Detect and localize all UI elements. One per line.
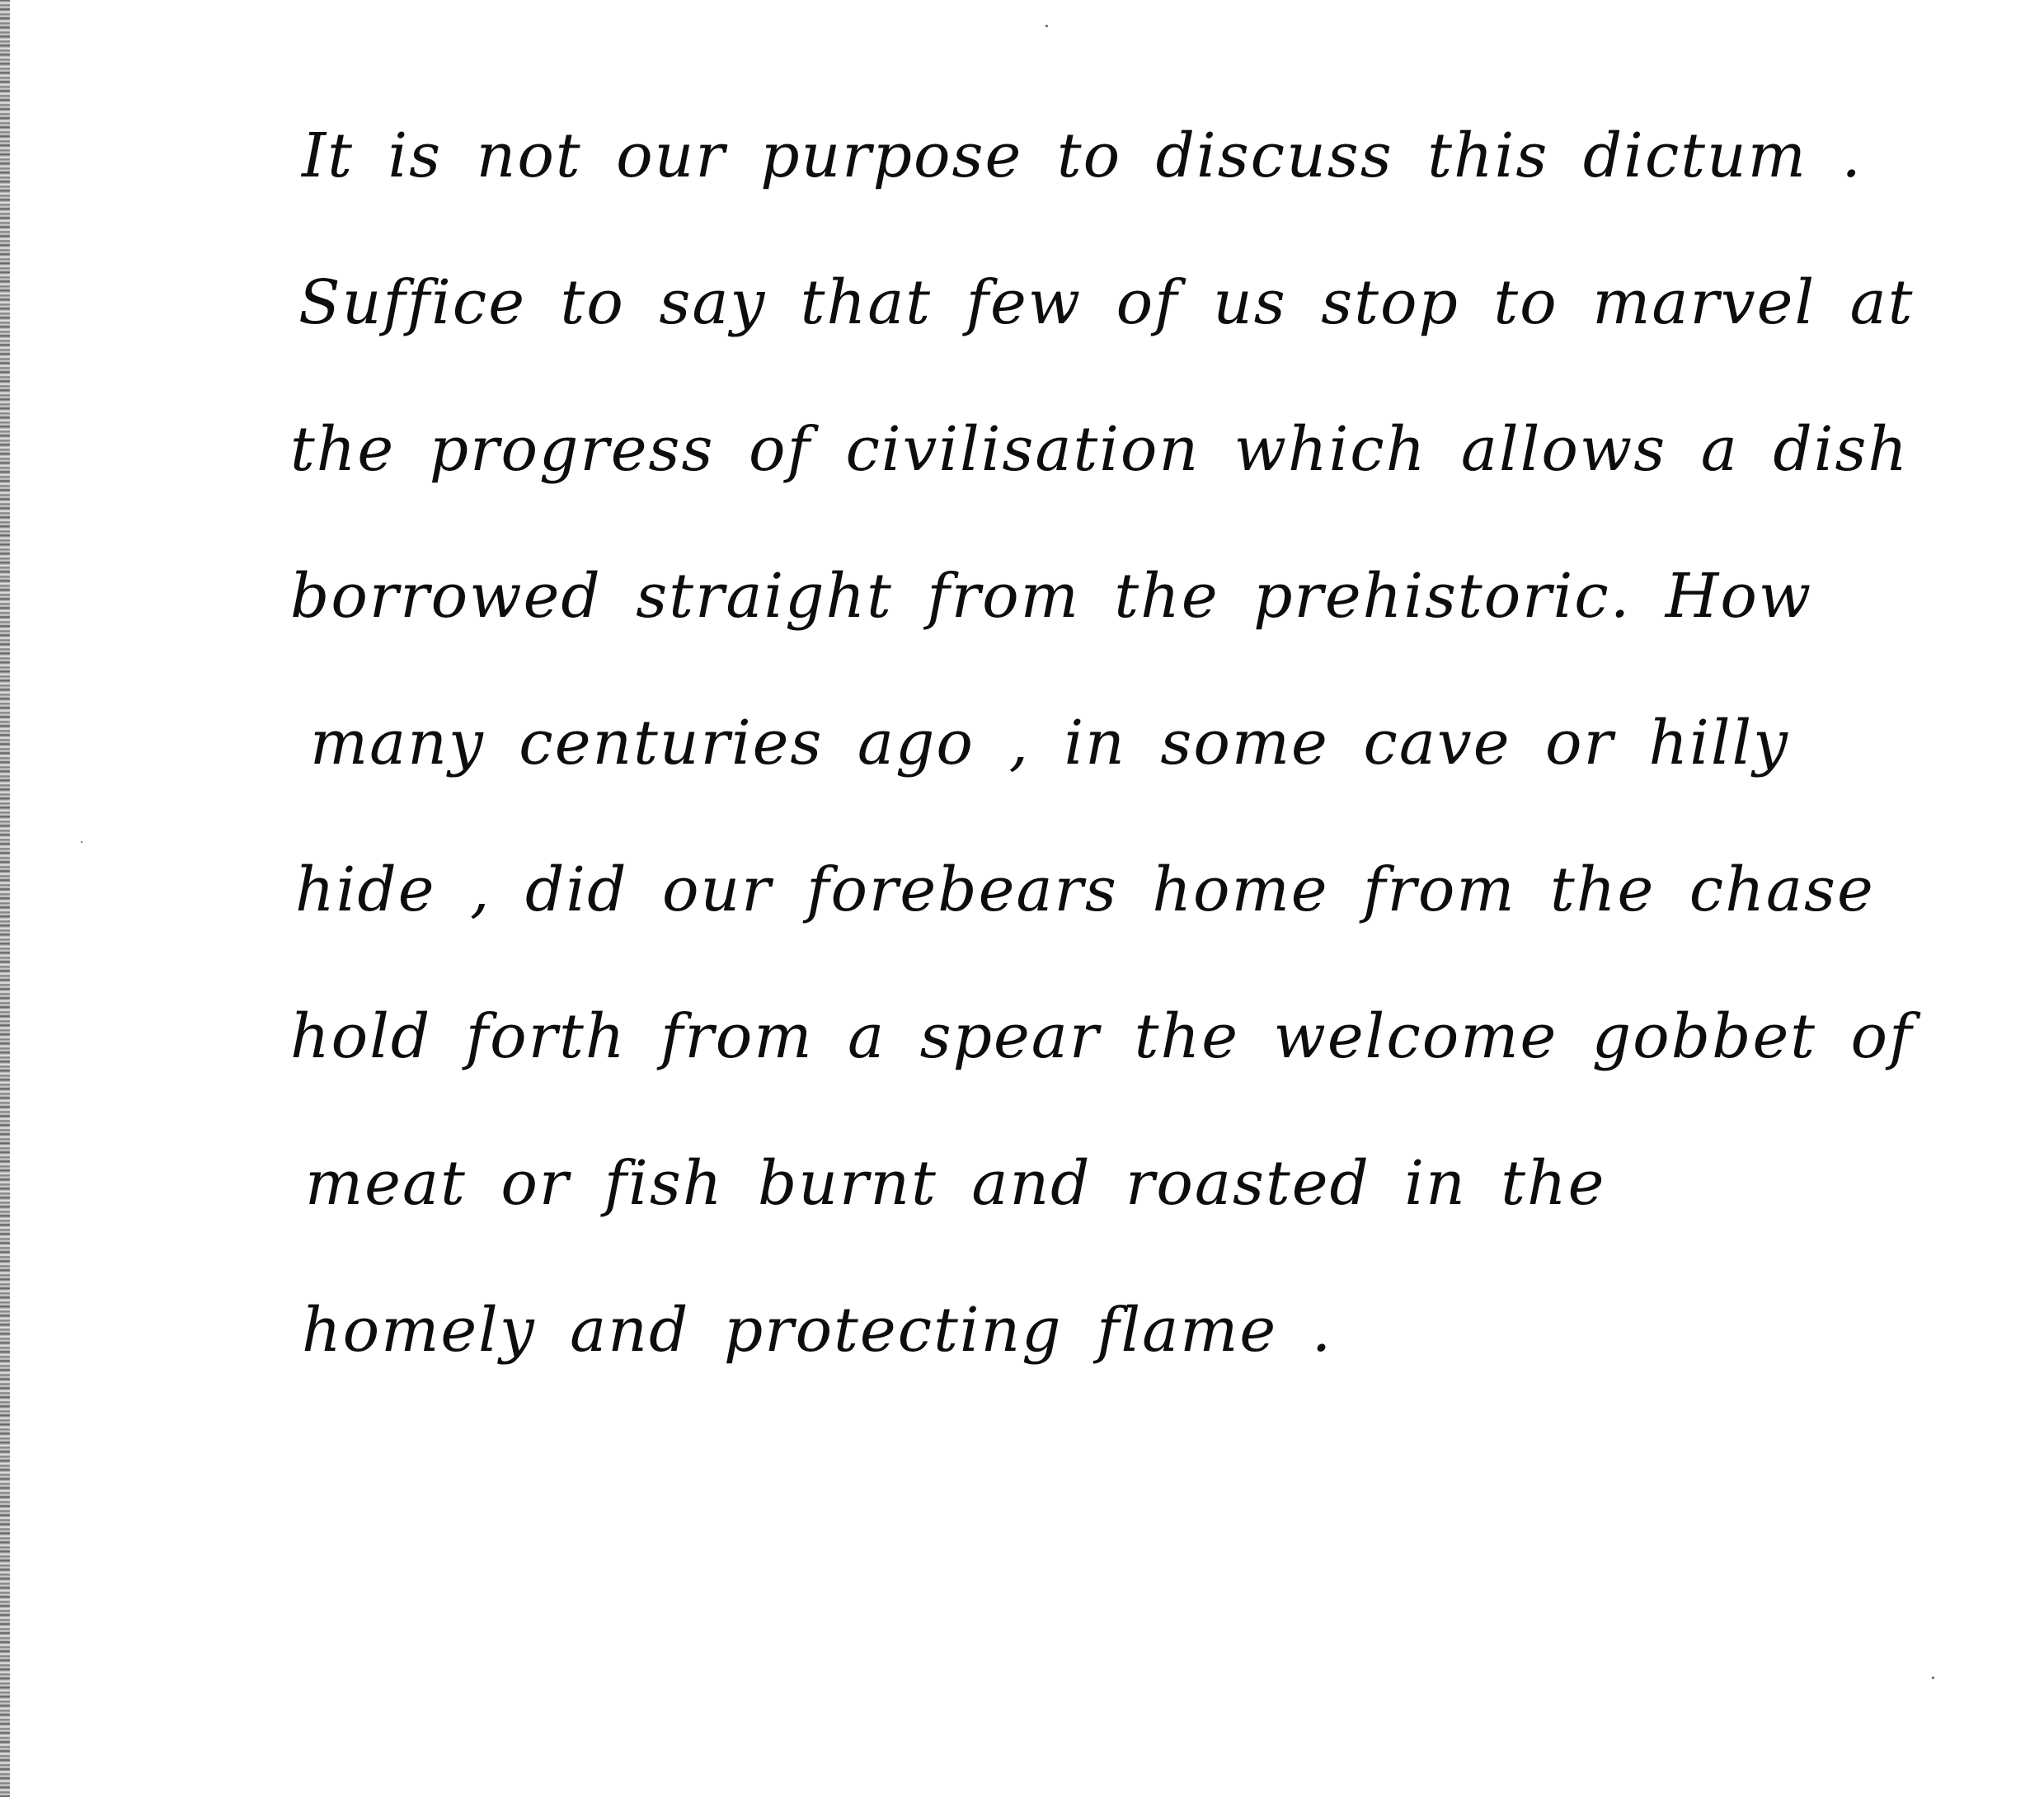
handwritten-line: many centuries ago , in some cave or hilly <box>310 708 1789 779</box>
scan-left-edge <box>0 0 10 1797</box>
handwritten-line: the progress of civilisation which allows a dish <box>290 414 1910 485</box>
handwritten-line: hide , did our forebears home from the chase <box>295 854 1875 925</box>
handwritten-line: meat or fish burnt and roasted in the <box>305 1148 1606 1219</box>
handwritten-line: Suffice to say that few of us stop to marvel at <box>298 267 1915 338</box>
handwritten-line: It is not our purpose to discuss this dictum . <box>302 120 1863 191</box>
handwritten-paragraph <box>290 82 1956 1404</box>
handwritten-line: borrowed straight from the prehistoric. How <box>290 561 1813 632</box>
scan-speck <box>81 841 82 843</box>
scan-speck <box>1045 25 1048 27</box>
handwritten-line: homely and protecting flame . <box>302 1295 1333 1366</box>
scan-speck <box>1932 1677 1934 1679</box>
handwritten-line: hold forth from a spear the welcome gobbet of <box>290 1001 1914 1072</box>
